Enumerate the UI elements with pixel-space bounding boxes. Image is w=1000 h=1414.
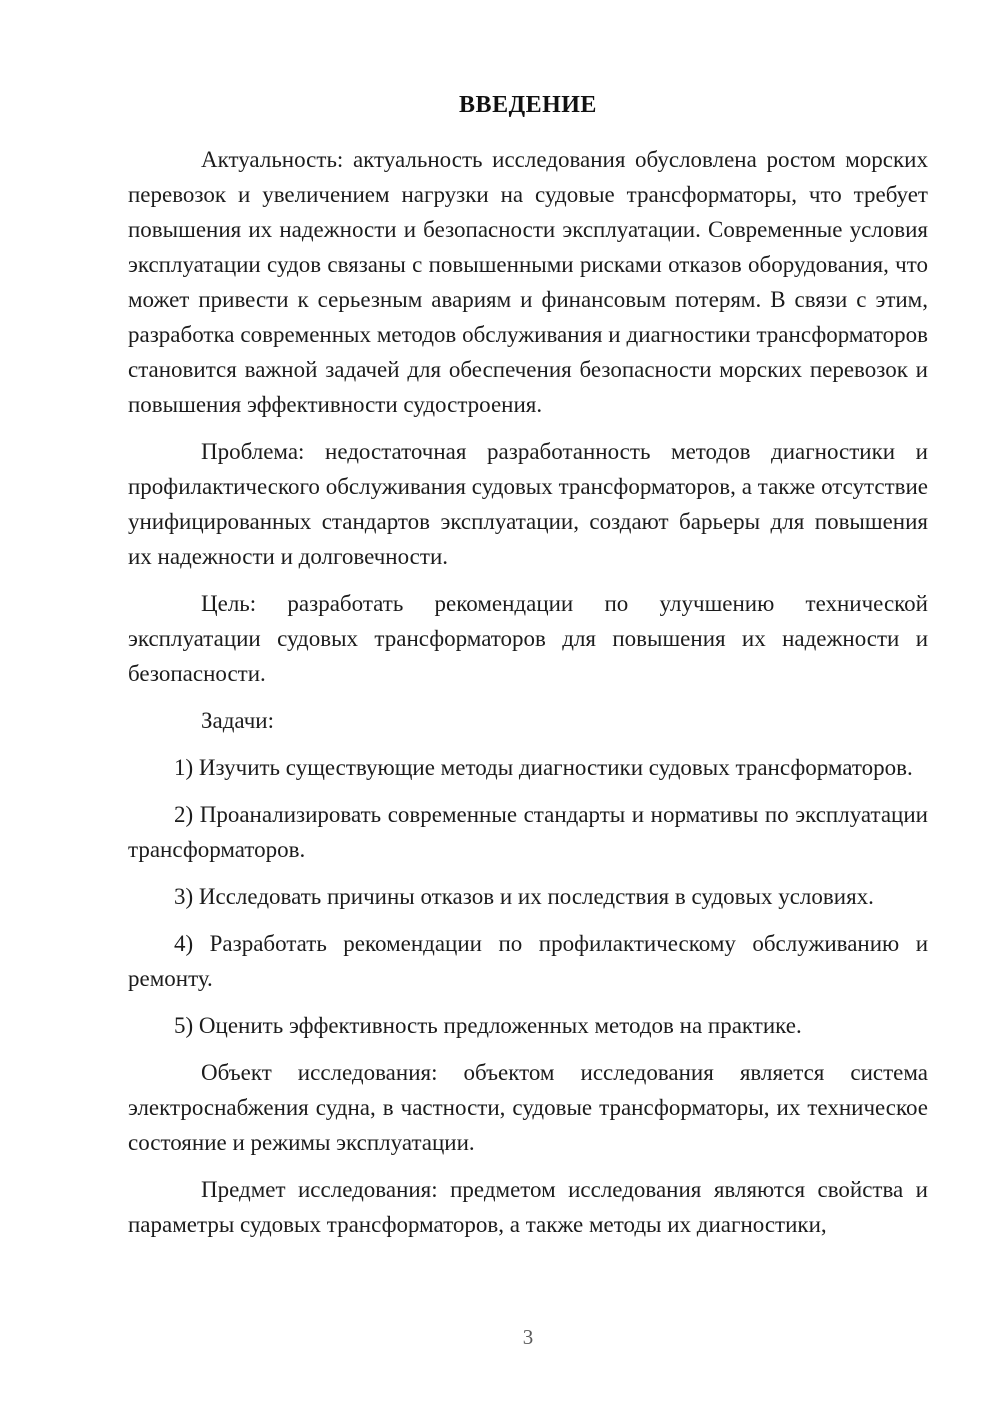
paragraph-aktualnost: Актуальность: актуальность исследования обусловлена ростом морских перевозок и увеличением нагрузки на судовые трансформаторы, что требует повышения их надежности и безопасности эксплуатации. Современные условия эксплуатации судов связаны с повышенными рисками отказов оборудования, что может привести к серьезным авариям и финансовым потерям. В связи с этим, разработка современных методов обслуживания и диагностики трансформаторов становится важной задачей для обеспечения безопасности морских перевозок и повышения эффективности судостроения.	[128, 147, 928, 417]
task-item-1: 1) Изучить существующие методы диагностики судовых трансформаторов.	[174, 755, 913, 780]
task-item-5: 5) Оценить эффективность предложенных методов на практике.	[174, 1013, 802, 1038]
page-number: 3	[522, 1325, 534, 1349]
task-item-3: 3) Исследовать причины отказов и их последствия в судовых условиях.	[174, 884, 874, 909]
task-item-2: 2) Проанализировать современные стандарты и нормативы по эксплуатации трансформаторов.	[128, 802, 928, 862]
page-title: ВВЕДЕНИЕ	[459, 92, 597, 118]
paragraph-zadachi-label: Задачи:	[201, 708, 274, 733]
paragraph-tsel: Цель: разработать рекомендации по улучшению технической эксплуатации судовых трансформаторов для повышения их надежности и безопасности.	[128, 591, 928, 686]
task-item-4: 4) Разработать рекомендации по профилактическому обслуживанию и ремонту.	[128, 931, 928, 991]
paragraph-obekt: Объект исследования: объектом исследования является система электроснабжения судна, в частности, судовые трансформаторы, их техническое состояние и режимы эксплуатации.	[128, 1060, 928, 1155]
paragraph-problema: Проблема: недостаточная разработанность методов диагностики и профилактического обслуживания судовых трансформаторов, а также отсутствие унифицированных стандартов эксплуатации, создают барьеры для повышения их надежности и долговечности.	[128, 439, 928, 569]
document-body	[128, 90, 928, 1254]
paragraph-predmet: Предмет исследования: предметом исследования являются свойства и параметры судовых трансформаторов, а также методы их диагностики,	[128, 1177, 928, 1237]
